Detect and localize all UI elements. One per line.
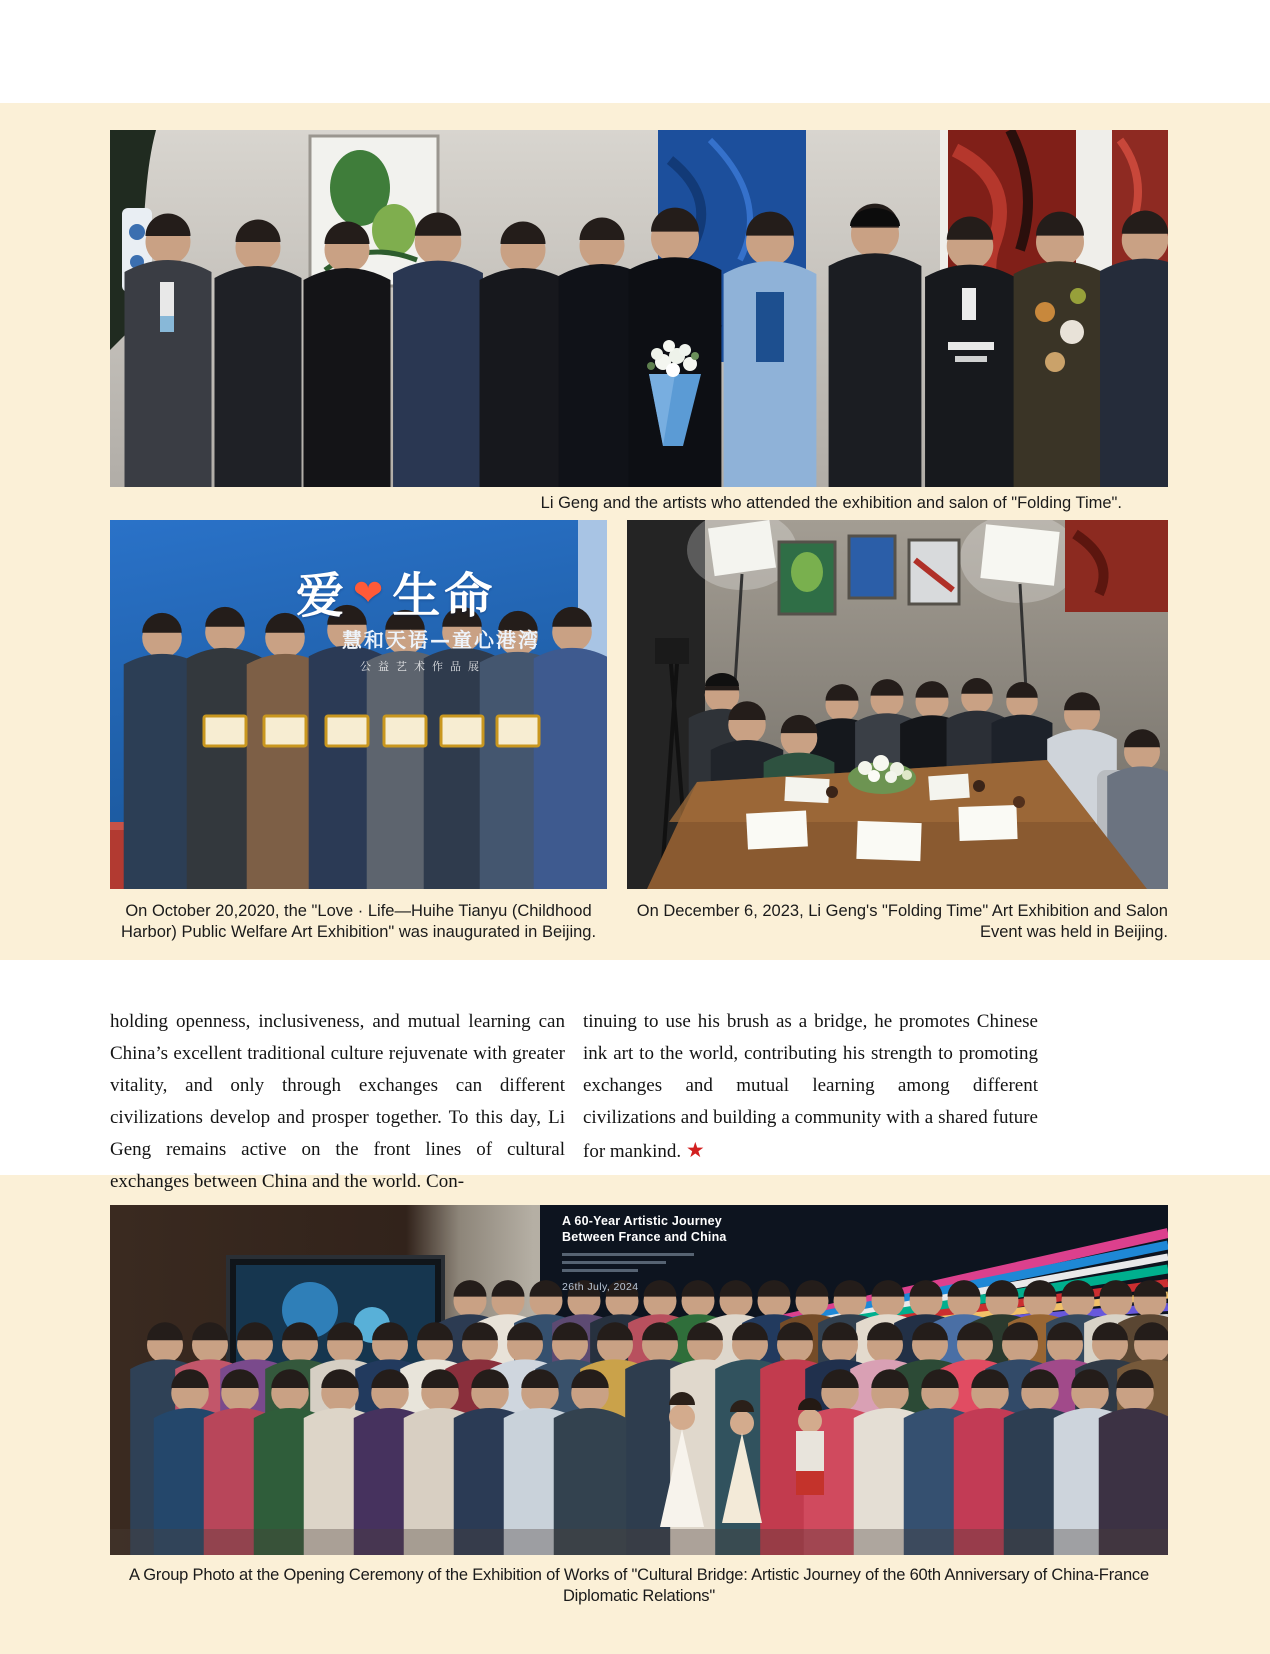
bottom-photo-section (0, 1175, 1270, 1654)
top-margin-band (0, 0, 1270, 103)
banner-title-left: 爱 (296, 568, 349, 624)
banner-title-right: 生命 (392, 568, 497, 624)
exhibition-poster-text (562, 1213, 752, 1293)
left-column-text: holding openness, inclusiveness, and mutual learning can China’s excellent traditional culture rejuvenate with greater vitality, and only through exchanges can different civilizations develop and prosper together. To this day, Li Geng remains active on the front lines of cultural exchanges between China and the world. Con- (110, 1011, 565, 1192)
body-text-left-column (110, 1006, 565, 1192)
bottom-photo-caption: A Group Photo at the Opening Ceremony of the Exhibition of Works of "Cultural Bridge: Artistic Journey of the 60th Anniversary of China-France Diplomatic Relations" (129, 1566, 1149, 1605)
award-photo-caption: On October 20,2020, the "Love · Life—Huihe Tianyu (Childhood Harbor) Public Welfare Art Exhibition" was inaugurated in Beijing. (120, 902, 597, 941)
banner-title (296, 568, 497, 624)
salon-photo-caption: On December 6, 2023, Li Geng's "Folding Time" Art Exhibition and Salon Event was held in Beijing. (636, 902, 1168, 941)
heart-icon: ❤ (353, 573, 388, 614)
poster-date: 26th July, 2024 (562, 1281, 639, 1293)
banner-small-line: 公益艺术作品展 (360, 661, 486, 673)
middle-photo-row (110, 520, 1168, 889)
salon-photo-illustration (627, 520, 1168, 889)
right-column-text: tinuing to use his brush as a bridge, he promotes Chinese ink art to the world, contributing his strength to promoting exchanges and mutual learning among different civilizations and building a community with a shared future for mankind. (583, 1011, 1038, 1162)
top-group-photo-illustration (110, 130, 1168, 487)
poster-title-line1: A 60-Year Artistic Journey (562, 1214, 722, 1228)
top-group-photo (110, 130, 1168, 487)
salon-meeting-photo (627, 520, 1168, 889)
award-ceremony-photo (110, 520, 607, 889)
bottom-group-photo (110, 1205, 1168, 1555)
end-of-article-star-icon: ★ (685, 1138, 705, 1162)
poster-title-line2: Between France and China (562, 1230, 727, 1244)
poster-fineprint-bar (562, 1253, 694, 1256)
middle-captions-row (110, 901, 1168, 943)
poster-fineprint-bar (562, 1261, 666, 1264)
poster-fineprint-bar (562, 1269, 638, 1272)
photos-section (0, 103, 1270, 960)
top-photo-caption: Li Geng and the artists who attended the exhibition and salon of "Folding Time". (540, 494, 1122, 512)
banner-subtitle: 慧和天语—童心港湾 (342, 628, 540, 652)
article-text-band (0, 960, 1270, 1192)
body-text-right-column (583, 1006, 1038, 1175)
